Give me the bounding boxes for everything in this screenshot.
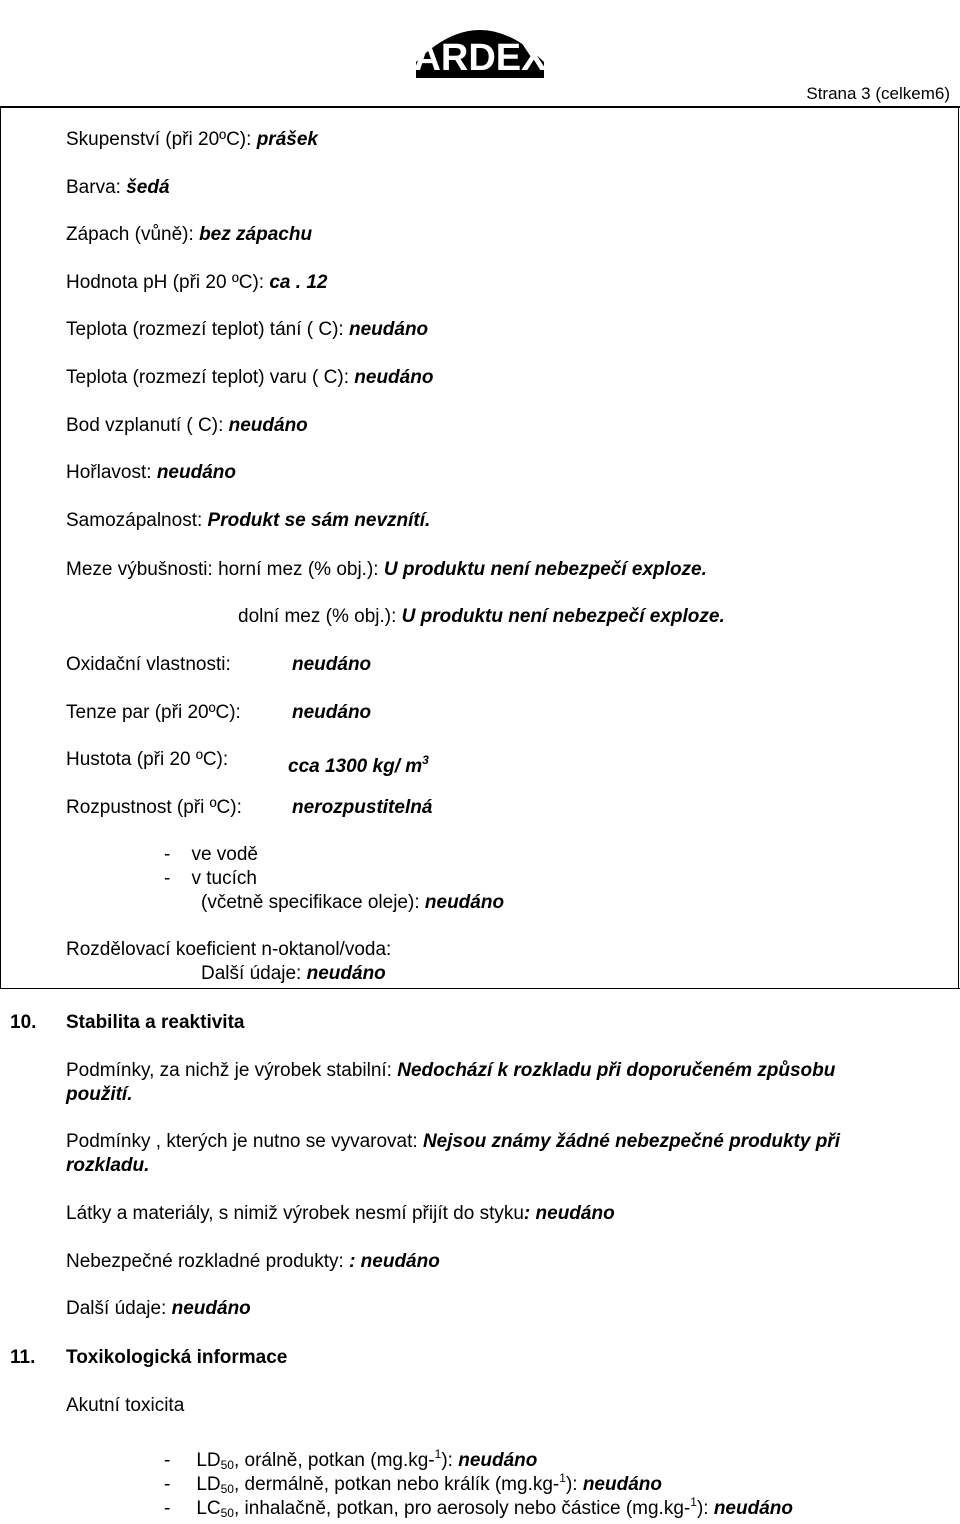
oil-label: (včetně specifikace oleje):	[201, 892, 425, 913]
flammability-row	[66, 462, 236, 484]
oil-row	[201, 892, 504, 914]
toxicity-value: neudáno	[458, 1450, 538, 1471]
frame-left	[0, 106, 1, 988]
logo-text: ARDEX	[413, 37, 547, 79]
section-rule	[0, 988, 960, 989]
melting-row	[66, 319, 428, 341]
toxicity-ld: LC	[196, 1498, 221, 1519]
odor-row	[66, 224, 312, 246]
decomposition-label: Nebezpečné rozkladné produkty:	[66, 1251, 350, 1272]
incompatible-label: Látky a materiály, s nimiž výrobek nesmí přijít do styku	[66, 1203, 524, 1224]
explosion-lower-value: U produktu není nebezpečí exploze.	[401, 606, 725, 627]
avoid-row	[66, 1131, 840, 1153]
oxidizing-value: neudáno	[292, 654, 372, 675]
avoid-value: Nejsou známy žádné nebezpečné produkty při	[422, 1131, 840, 1152]
ph-row	[66, 272, 327, 294]
toxicity-dash: -	[164, 1498, 171, 1519]
toxicity-sup: 1	[434, 1447, 442, 1461]
incompatible-row	[66, 1203, 615, 1225]
toxicity-text: , dermálně, potkan nebo králík (mg.kg-	[233, 1474, 560, 1495]
physical-state-label: Skupenství (při 20ºC):	[66, 129, 257, 150]
decomposition-row	[66, 1251, 440, 1273]
toxicity-tail: ):	[441, 1450, 459, 1471]
flash-point-value: neudáno	[228, 415, 308, 436]
toxicity-sub: 50	[220, 1458, 234, 1472]
explosion-upper-label: Meze výbušnosti: horní mez (% obj.):	[66, 559, 384, 580]
toxicity-value: neudáno	[713, 1498, 793, 1519]
autoignition-label: Samozápalnost:	[66, 510, 208, 531]
oil-value: neudáno	[424, 892, 505, 913]
explosion-lower-label: dolní mez (% obj.):	[238, 606, 402, 627]
toxicity-dash: -	[164, 1450, 171, 1471]
explosion-upper-row	[66, 559, 707, 581]
section11-number: 11.	[10, 1347, 36, 1368]
ph-value: ca . 12	[269, 272, 328, 293]
flammability-value: neudáno	[156, 462, 236, 483]
solubility-value: nerozpustitelná	[292, 797, 433, 818]
section11-title: Toxikologická informace	[66, 1347, 288, 1368]
color-value: šedá	[126, 177, 170, 198]
page-number: Strana 3 (celkem6)	[806, 84, 950, 103]
toxicity-sub: 50	[220, 1506, 234, 1520]
density-row	[288, 749, 429, 778]
header-rule	[0, 106, 960, 108]
boiling-label: Teplota (rozmezí teplot) varu ( C):	[66, 367, 355, 388]
solubility-water: - ve vodě	[164, 844, 258, 865]
avoid-value-cont: rozkladu.	[66, 1155, 150, 1176]
frame-right	[958, 106, 959, 988]
section10-other-value: neudáno	[171, 1298, 251, 1319]
ardex-logo	[410, 4, 550, 84]
section9-other-row	[201, 963, 386, 985]
toxicity-text: , orálně, potkan (mg.kg-	[233, 1450, 435, 1471]
explosion-upper-value: U produktu není nebezpečí exploze.	[383, 559, 707, 580]
toxicity-dash: -	[164, 1474, 171, 1495]
melting-label: Teplota (rozmezí teplot) tání ( C):	[66, 319, 349, 340]
stability-value-cont: použití.	[66, 1084, 133, 1105]
autoignition-row	[66, 510, 430, 532]
acute-toxicity-label: Akutní toxicita	[66, 1395, 185, 1416]
incompatible-value: : neudáno	[523, 1203, 615, 1224]
solubility-fats: - v tucích	[164, 868, 257, 889]
toxicity-ld: LD	[196, 1474, 221, 1495]
toxicity-tail: ):	[565, 1474, 583, 1495]
vapor-pressure-value: neudáno	[292, 702, 372, 723]
stability-label: Podmínky, za nichž je výrobek stabilní:	[66, 1060, 398, 1081]
decomposition-value: : neudáno	[349, 1251, 440, 1272]
boiling-row	[66, 367, 433, 389]
section10-number: 10.	[10, 1012, 37, 1033]
section10-title: Stabilita a reaktivita	[66, 1012, 245, 1033]
section9-other-value: neudáno	[306, 963, 386, 984]
toxicity-sup: 1	[690, 1495, 697, 1509]
explosion-lower-row	[238, 606, 725, 628]
physical-state-row	[66, 129, 318, 151]
solubility-label: Rozpustnost (při ºC):	[66, 797, 242, 818]
stability-row	[66, 1060, 835, 1082]
section9-other-label: Další údaje:	[201, 963, 307, 984]
vapor-pressure-label: Tenze par (při 20ºC):	[66, 702, 241, 723]
ph-label: Hodnota pH (při 20 ºC):	[66, 272, 270, 293]
flammability-label: Hořlavost:	[66, 462, 157, 483]
toxicity-sub: 50	[220, 1482, 234, 1496]
avoid-label: Podmínky , kterých je nutno se vyvarovat:	[66, 1131, 423, 1152]
density-exponent: 3	[422, 753, 429, 767]
flash-point-label: Bod vzplanutí ( C):	[66, 415, 229, 436]
flash-point-row	[66, 415, 308, 437]
section10-other-label: Další údaje:	[66, 1298, 172, 1319]
physical-state-value: prášek	[256, 129, 318, 150]
boiling-value: neudáno	[354, 367, 434, 388]
toxicity-value: neudáno	[582, 1474, 662, 1495]
odor-value: bez zápachu	[199, 224, 313, 245]
toxicity-item-inhalation	[164, 1491, 793, 1524]
toxicity-sup: 1	[559, 1471, 566, 1485]
density-label: Hustota (při 20 ºC):	[66, 749, 229, 770]
toxicity-ld: LD	[196, 1450, 221, 1471]
color-row	[66, 177, 170, 199]
density-value: cca 1300 kg/ m	[288, 756, 423, 777]
partition-coefficient-label: Rozdělovací koeficient n-oktanol/voda:	[66, 939, 392, 960]
odor-label: Zápach (vůně):	[66, 224, 200, 245]
section10-other-row	[66, 1298, 251, 1320]
toxicity-tail: ):	[696, 1498, 714, 1519]
autoignition-value: Produkt se sám nevznítí.	[207, 510, 431, 531]
color-label: Barva:	[66, 177, 127, 198]
melting-value: neudáno	[349, 319, 429, 340]
oxidizing-label: Oxidační vlastnosti:	[66, 654, 231, 675]
stability-value: Nedochází k rozkladu při doporučeném způsobu	[397, 1060, 836, 1081]
toxicity-text: , inhalačně, potkan, pro aerosoly nebo částice (mg.kg-	[233, 1498, 691, 1519]
